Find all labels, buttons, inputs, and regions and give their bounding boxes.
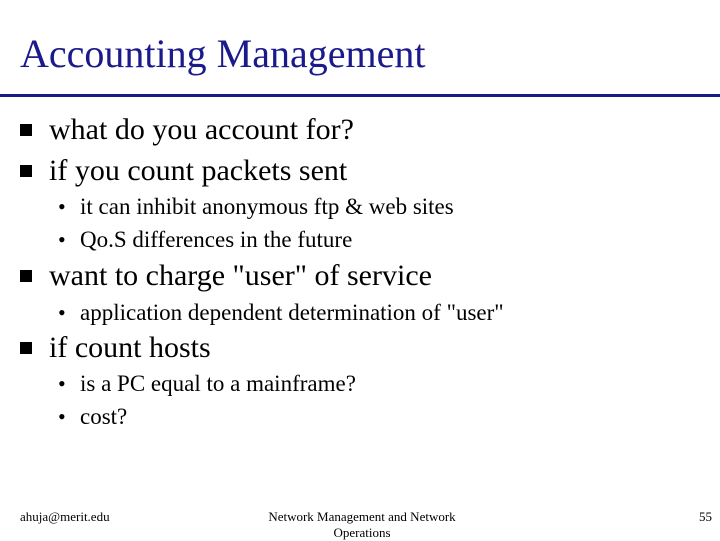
sub-bullet-text: it can inhibit anonymous ftp & web sites <box>80 194 454 219</box>
bullet-text: if count hosts <box>49 331 211 364</box>
dot-bullet-icon: • <box>58 194 66 219</box>
footer-email: ahuja@merit.edu <box>20 509 110 524</box>
sub-bullet-text: is a PC equal to a mainframe? <box>80 371 356 396</box>
sub-bullet-item <box>58 404 127 430</box>
sub-bullet-item <box>58 194 454 220</box>
sub-bullet-text: application dependent determination of "user" <box>80 300 504 325</box>
sub-bullet-item <box>58 227 352 253</box>
footer-page-number: 55 <box>699 509 712 524</box>
bullet-text: if you count packets sent <box>49 154 348 187</box>
dot-bullet-icon: • <box>58 300 66 325</box>
square-bullet-icon <box>20 270 32 282</box>
square-bullet-icon <box>20 124 32 136</box>
dot-bullet-icon: • <box>58 227 66 252</box>
square-bullet-icon <box>20 165 32 177</box>
bullet-text: want to charge "user" of service <box>49 259 432 292</box>
sub-bullet-text: cost? <box>80 404 128 429</box>
sub-bullet-item <box>58 371 356 397</box>
bullet-item <box>20 330 211 366</box>
slide-title: Accounting Management <box>20 31 426 76</box>
square-bullet-icon <box>20 342 32 354</box>
sub-bullet-item <box>58 300 504 326</box>
bullet-item <box>20 258 432 294</box>
bullet-text: what do you account for? <box>49 113 354 146</box>
bullet-item <box>20 153 347 189</box>
title-divider <box>0 94 720 97</box>
sub-bullet-text: Qo.S differences in the future <box>80 227 353 252</box>
dot-bullet-icon: • <box>58 404 66 429</box>
bullet-item <box>20 112 354 148</box>
dot-bullet-icon: • <box>58 371 66 396</box>
footer-course-title: Network Management and Network Operations <box>268 509 456 540</box>
